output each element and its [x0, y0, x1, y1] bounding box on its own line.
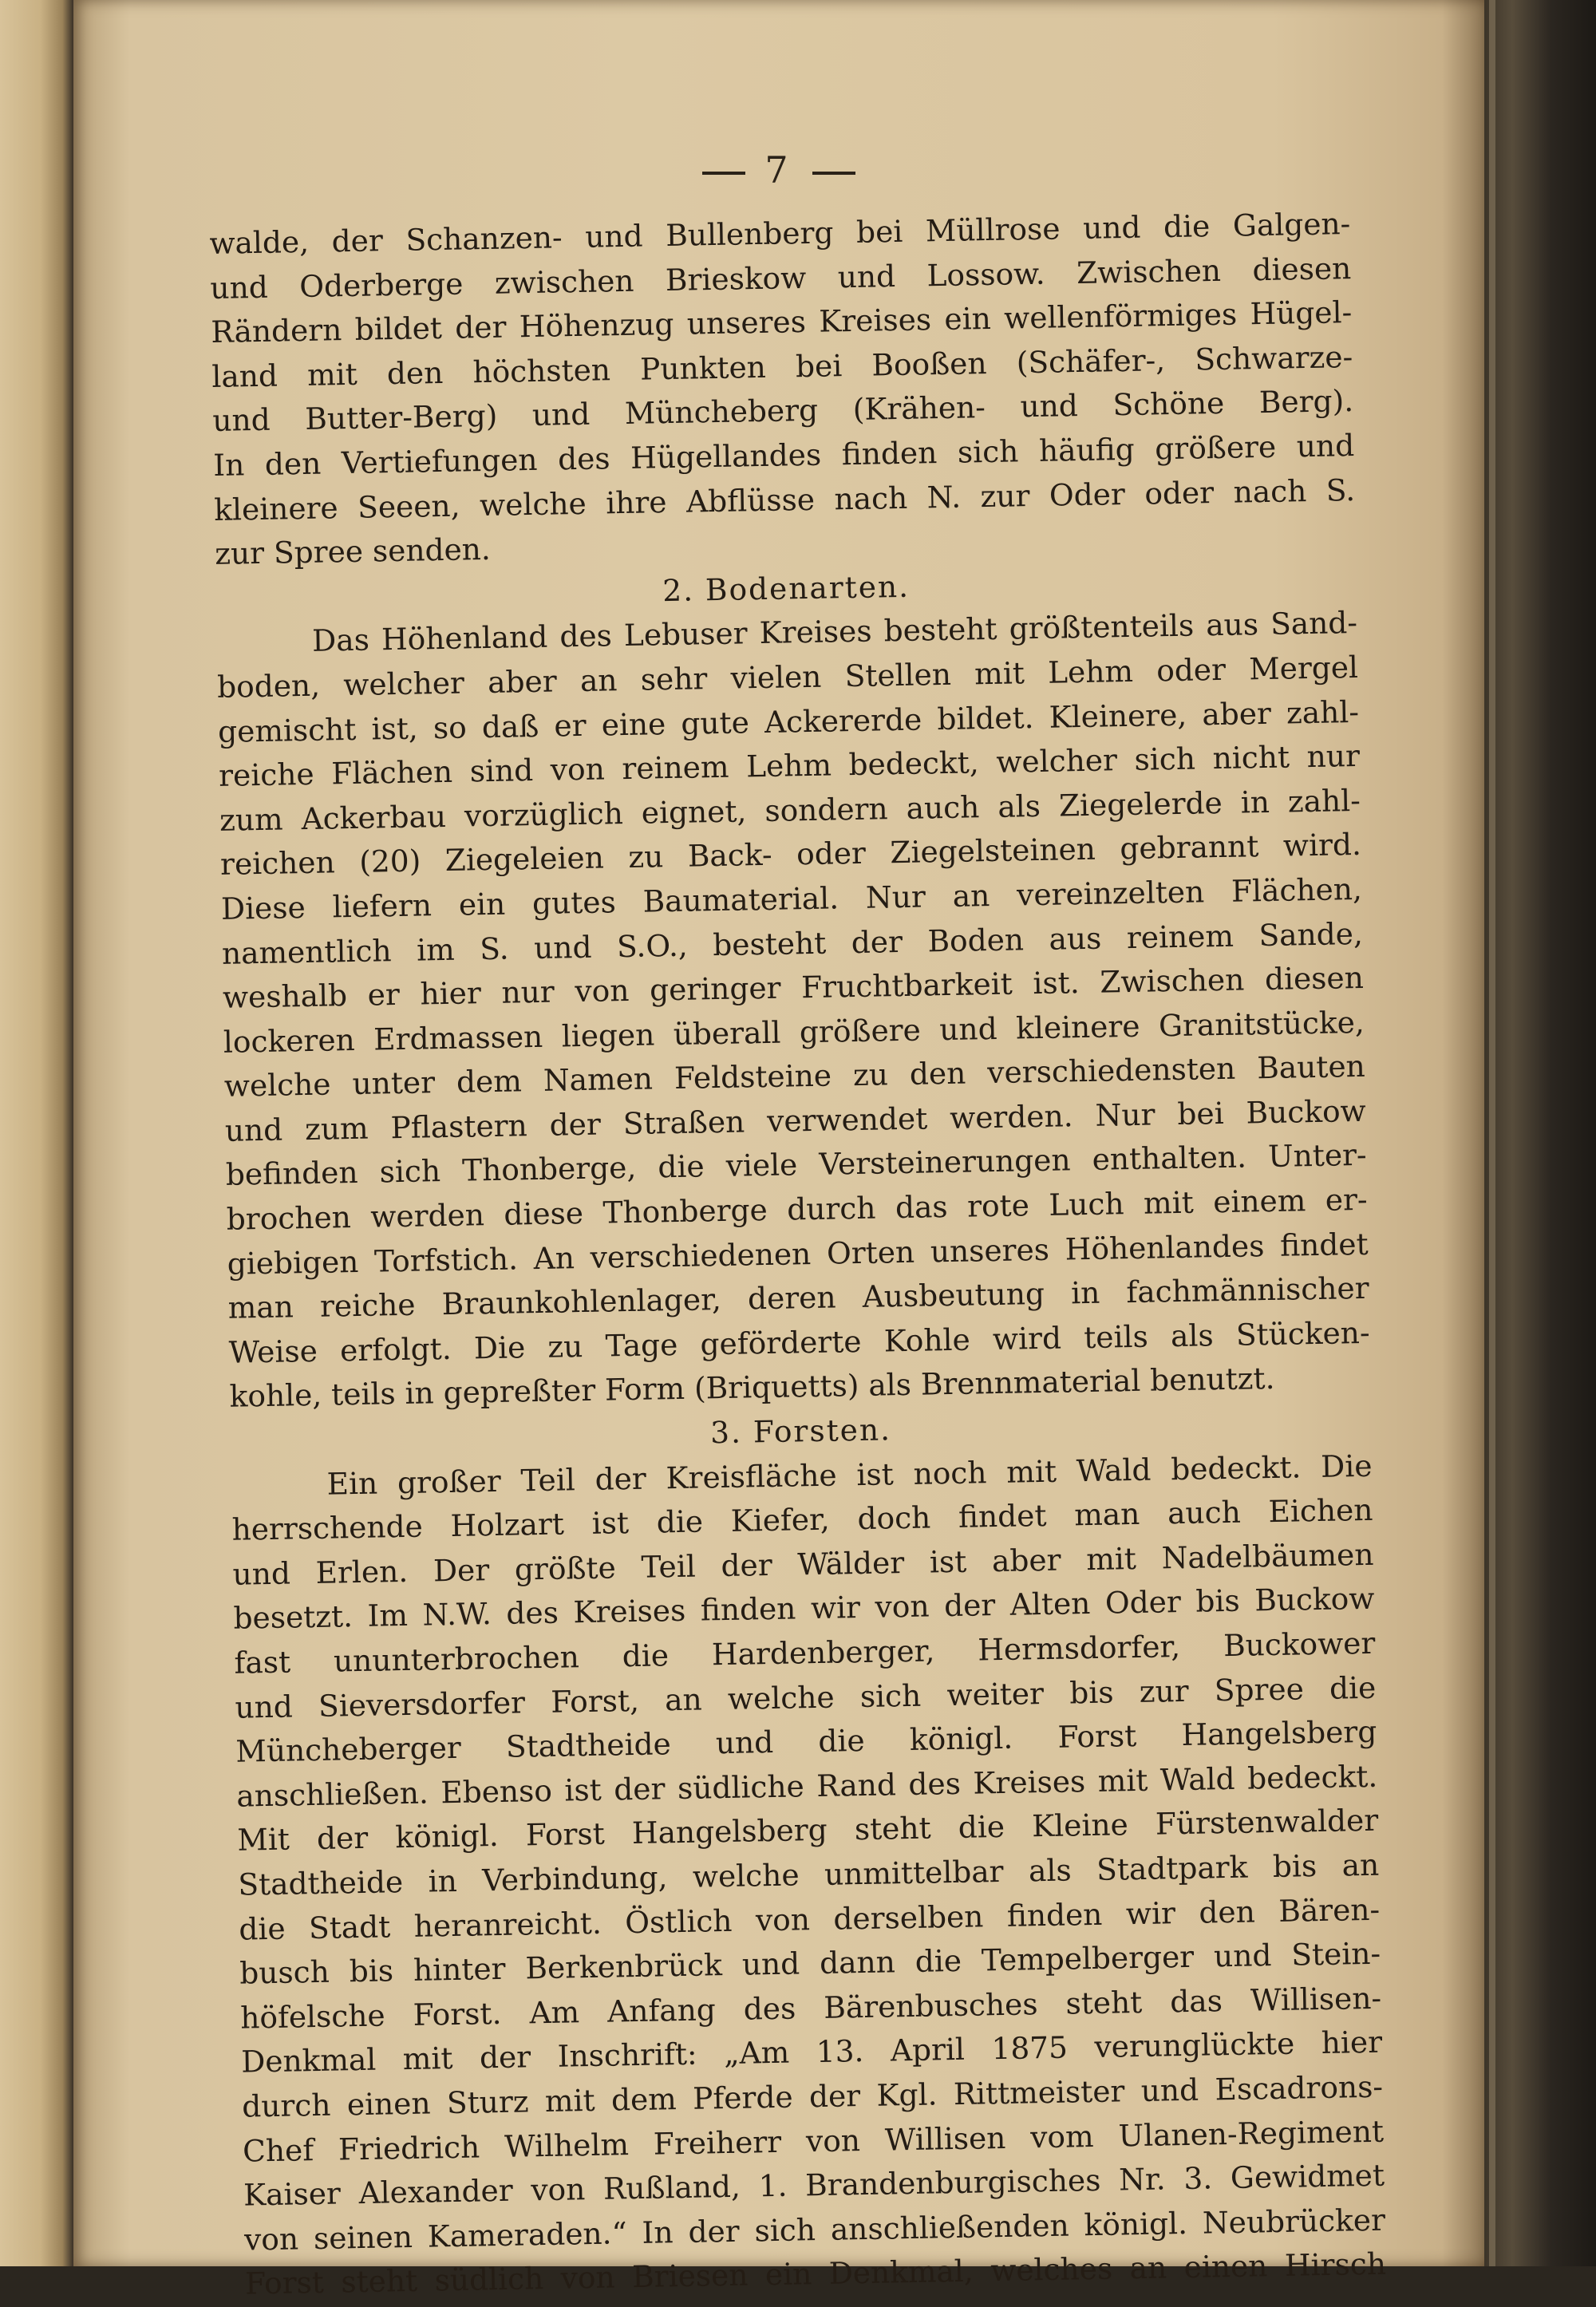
text-line: namentlich im S. und S.O., besteht der Boden aus reinem Sande, — [221, 915, 1364, 971]
text-line: herrschende Holzart ist die Kiefer, doch findet man auch Eichen — [231, 1492, 1373, 1547]
text-line: weshalb er hier nur von geringer Fruchtbarkeit ist. Zwischen diesen — [222, 959, 1365, 1015]
page-number-value: 7 — [764, 148, 793, 192]
book-cover-edge — [1484, 0, 1596, 2266]
text-line: Das Höhenland des Lebuser Kreises besteht größtenteils aus Sand- — [311, 605, 1358, 659]
text-line: brochen werden diese Thonberge durch das rote Luch mit einem er- — [226, 1181, 1368, 1237]
book-spine-left — [0, 0, 73, 2266]
text-line: fast ununterbrochen die Hardenberger, Hermsdorfer, Buckower — [234, 1625, 1376, 1681]
text-line: Rändern bildet der Höhenzug unseres Kreises ein wellenförmiges Hügel- — [211, 294, 1353, 350]
text-line: von seinen Kameraden.“ In der sich anschließenden königl. Neubrücker — [243, 2202, 1386, 2258]
text-line: welche unter dem Namen Feldsteine zu den verschiedensten Bauten — [223, 1049, 1366, 1104]
text-line: befinden sich Thonberge, die viele Versteinerungen enthalten. Unter- — [225, 1137, 1368, 1193]
text-line: Chef Friedrich Wilhelm Freiherr von Willisen vom Ulanen-Regiment — [242, 2113, 1385, 2169]
text-line: man reiche Braunkohlenlager, deren Ausbeutung in fachmännischer — [227, 1270, 1369, 1326]
text-line: und zum Pflastern der Straßen verwendet werden. Nur bei Buckow — [224, 1092, 1367, 1148]
dash-left — [702, 172, 745, 175]
page-number — [73, 148, 1484, 192]
text-line: Diese liefern ein gutes Baumaterial. Nur an vereinzelten Flächen, — [220, 871, 1363, 926]
text-line: zur Spree senden. — [214, 531, 492, 572]
text-line: Kaiser Alexander von Rußland, 1. Brandenburgisches Nr. 3. Gewidmet — [243, 2157, 1385, 2213]
text-line: höfelsche Forst. Am Anfang des Bärenbusches steht das Willisen- — [239, 1980, 1382, 2036]
text-line: In den Vertiefungen des Hügellandes finden sich häufig größere und — [212, 427, 1355, 483]
text-line: kohle, teils in gepreßter Form (Briquetts) als Brennmaterial benutzt. — [229, 1361, 1275, 1415]
text-line: kleinere Seeen, welche ihre Abflüsse nach N. zur Oder oder nach S. — [213, 472, 1356, 527]
text-line: anschließen. Ebenso ist der südliche Rand des Kreises mit Wald bedeckt. — [236, 1758, 1378, 1814]
dash-right — [812, 172, 855, 175]
text-line: Ein großer Teil der Kreisfläche ist noch mit Wald bedeckt. Die — [326, 1448, 1373, 1502]
text-line: und Sieversdorfer Forst, an welche sich weiter bis zur Spree die — [235, 1669, 1377, 1725]
text-line: busch bis hinter Berkenbrück und dann die Tempelberger und Stein- — [239, 1935, 1381, 1991]
body-text — [209, 202, 1386, 2306]
text-line: Stadtheide in Verbindung, welche unmittelbar als Stadtpark bis an — [237, 1847, 1380, 1902]
text-line: Weise erfolgt. Die zu Tage geförderte Kohle wird teils als Stücken- — [228, 1314, 1370, 1370]
text-line: walde, der Schanzen- und Bullenberg bei Müllrose und die Galgen- — [209, 206, 1351, 261]
section-heading: 2. Bodenarten. — [662, 568, 911, 608]
text-line: Denkmal mit der Inschrift: „Am 13. April 1875 verunglückte hier — [240, 2025, 1383, 2080]
section-heading: 3. Forsten. — [709, 1412, 892, 1451]
text-line: reiche Flächen sind von reinem Lehm bedeckt, welcher sich nicht nur — [218, 738, 1361, 794]
text-line: und Oderberge zwischen Brieskow und Lossow. Zwischen diesen — [210, 250, 1352, 306]
text-line: und Butter-Berg) und Müncheberg (Krähen- und Schöne Berg). — [211, 383, 1354, 439]
text-line: durch einen Sturz mit dem Pferde der Kgl. Rittmeister und Escadrons- — [241, 2068, 1384, 2124]
text-line: besetzt. Im N.W. des Kreises finden wir von der Alten Oder bis Buckow — [233, 1581, 1375, 1637]
text-line: zum Ackerbau vorzüglich eignet, sondern auch als Ziegelerde in zahl- — [219, 782, 1361, 838]
text-line: lockeren Erdmassen liegen überall größere und kleinere Granitstücke, — [223, 1004, 1365, 1060]
book-page — [73, 0, 1484, 2301]
text-line: Mit der königl. Forst Hangelsberg steht die Kleine Fürstenwalder — [237, 1803, 1379, 1859]
text-line: giebigen Torfstich. An verschiedenen Orten unseres Höhenlandes findet — [227, 1226, 1369, 1282]
text-line: Forst steht südlich von Briesen ein Denkmal, welches an einen Hirsch — [244, 2246, 1387, 2301]
text-line: die Stadt heranreicht. Östlich von derselben finden wir den Bären- — [238, 1891, 1381, 1947]
text-line: und Erlen. Der größte Teil der Wälder ist aber mit Nadelbäumen — [232, 1536, 1374, 1592]
text-line: reichen (20) Ziegeleien zu Back- oder Ziegelsteinen gebrannt wird. — [219, 827, 1362, 883]
text-line: land mit den höchsten Punkten bei Booßen (Schäfer-, Schwarze- — [211, 338, 1353, 394]
text-line: boden, welcher aber an sehr vielen Stellen mit Lehm oder Mergel — [216, 649, 1359, 705]
text-line: gemischt ist, so daß er eine gute Ackererde bildet. Kleinere, aber zahl- — [217, 693, 1360, 749]
text-line: Müncheberger Stadtheide und die königl. Forst Hangelsberg — [235, 1713, 1377, 1769]
